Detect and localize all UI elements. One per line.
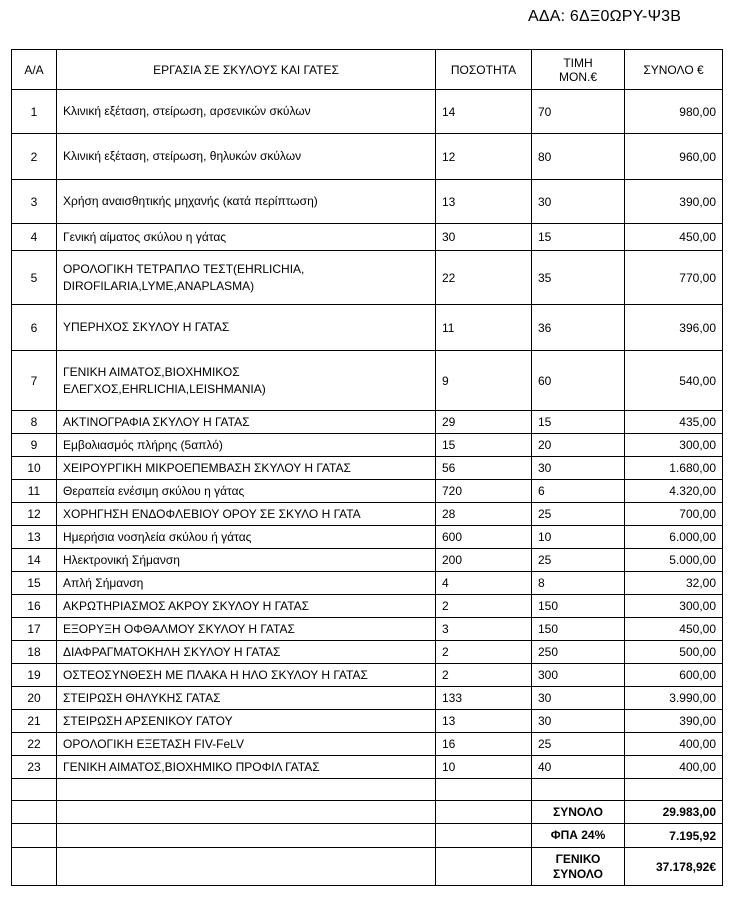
row-quantity: 13 xyxy=(436,180,532,224)
row-total: 390,00 xyxy=(625,710,723,733)
row-quantity: 12 xyxy=(436,134,532,180)
row-description: ΟΡΟΛΟΓΙΚΗ ΕΞΕΤΑΣΗ FIV-FeLV xyxy=(57,733,436,756)
row-quantity: 720 xyxy=(436,480,532,503)
row-unit-price: 36 xyxy=(532,305,625,351)
row-number: 7 xyxy=(12,351,57,411)
table-row xyxy=(12,480,723,503)
row-description xyxy=(57,351,436,411)
row-quantity: 56 xyxy=(436,457,532,480)
row-description: Ηλεκτρονική Σήμανση xyxy=(57,549,436,572)
grand-total-label-line2: ΣΥΝΟΛΟ xyxy=(553,866,603,881)
row-description: ΔΙΑΦΡΑΓΜΑΤΟΚΗΛΗ ΣΚΥΛΟΥ Η ΓΑΤΑΣ xyxy=(57,641,436,664)
row-number: 21 xyxy=(12,710,57,733)
cost-table xyxy=(11,49,723,886)
row-unit-price: 250 xyxy=(532,641,625,664)
header-row xyxy=(12,50,723,90)
table-row xyxy=(12,90,723,134)
row-number: 6 xyxy=(12,305,57,351)
row-total: 4.320,00 xyxy=(625,480,723,503)
row-total: 300,00 xyxy=(625,595,723,618)
row-number: 2 xyxy=(12,134,57,180)
row-quantity: 4 xyxy=(436,572,532,595)
row-description xyxy=(57,251,436,305)
row-description: ΕΞΟΡΥΞΗ ΟΦΘΑΛΜΟΥ ΣΚΥΛΟΥ Η ΓΑΤΑΣ xyxy=(57,618,436,641)
row-description: Θεραπεία ενέσιμη σκύλου η γάτας xyxy=(57,480,436,503)
row-number: 18 xyxy=(12,641,57,664)
table-row xyxy=(12,134,723,180)
row-description: Ημερήσια νοσηλεία σκύλου ή γάτας xyxy=(57,526,436,549)
row-total: 980,00 xyxy=(625,90,723,134)
row-description: Κλινική εξέταση, στείρωση, αρσενικών σκύλων xyxy=(57,90,436,134)
table-row xyxy=(12,526,723,549)
row-description: ΧΕΙΡΟΥΡΓΙΚΗ ΜΙΚΡΟΕΠΕΜΒΑΣΗ ΣΚΥΛΟΥ Η ΓΑΤΑΣ xyxy=(57,457,436,480)
header-unit-price-line1: ΤΙΜΗ xyxy=(563,55,593,70)
row-total: 435,00 xyxy=(625,411,723,434)
row-number: 12 xyxy=(12,503,57,526)
row-total: 390,00 xyxy=(625,180,723,224)
vat-value: 7.195,92 xyxy=(625,824,723,848)
row-description: ΣΤΕΙΡΩΣΗ ΘΗΛΥΚΗΣ ΓΑΤΑΣ xyxy=(57,687,436,710)
row-quantity: 2 xyxy=(436,641,532,664)
row-total: 450,00 xyxy=(625,224,723,251)
table-row xyxy=(12,351,723,411)
table-row xyxy=(12,251,723,305)
header-num: Α/Α xyxy=(12,50,57,90)
row-unit-price: 300 xyxy=(532,664,625,687)
row-unit-price: 25 xyxy=(532,503,625,526)
row-total: 1.680,00 xyxy=(625,457,723,480)
subtotal-value: 29.983,00 xyxy=(625,801,723,824)
row-description: ΑΚΡΩΤΗΡΙΑΣΜΟΣ ΑΚΡΟΥ ΣΚΥΛΟΥ Η ΓΑΤΑΣ xyxy=(57,595,436,618)
table-row xyxy=(12,664,723,687)
row-description-line2: ΕΛΕΓΧΟΣ,EHRLICHIA,LEISHMANIA) xyxy=(63,381,266,396)
row-number: 1 xyxy=(12,90,57,134)
table-row xyxy=(12,641,723,664)
row-unit-price: 10 xyxy=(532,526,625,549)
row-number: 16 xyxy=(12,595,57,618)
row-description: ΟΣΤΕΟΣΥΝΘΕΣΗ ΜΕ ΠΛΑΚΑ Η ΗΛΟ ΣΚΥΛΟΥ Η ΓΑΤΑΣ xyxy=(57,664,436,687)
row-quantity: 14 xyxy=(436,90,532,134)
table-row xyxy=(12,618,723,641)
row-unit-price: 80 xyxy=(532,134,625,180)
row-total: 6.000,00 xyxy=(625,526,723,549)
row-total: 600,00 xyxy=(625,664,723,687)
row-total: 396,00 xyxy=(625,305,723,351)
row-quantity: 600 xyxy=(436,526,532,549)
table-row xyxy=(12,733,723,756)
row-total: 540,00 xyxy=(625,351,723,411)
header-quantity: ΠΟΣΟΤΗΤΑ xyxy=(436,50,532,90)
row-unit-price: 30 xyxy=(532,710,625,733)
grand-total-row xyxy=(12,848,723,886)
table-row xyxy=(12,411,723,434)
row-quantity: 28 xyxy=(436,503,532,526)
table-row xyxy=(12,595,723,618)
row-number: 3 xyxy=(12,180,57,224)
row-unit-price: 20 xyxy=(532,434,625,457)
row-quantity: 15 xyxy=(436,434,532,457)
table-row xyxy=(12,180,723,224)
header-total: ΣΥΝΟΛΟ € xyxy=(625,50,723,90)
row-description: ΥΠΕΡΗΧΟΣ ΣΚΥΛΟΥ Η ΓΑΤΑΣ xyxy=(57,305,436,351)
row-unit-price: 25 xyxy=(532,549,625,572)
row-unit-price: 30 xyxy=(532,687,625,710)
table-row xyxy=(12,572,723,595)
table-row xyxy=(12,457,723,480)
row-unit-price: 30 xyxy=(532,457,625,480)
row-unit-price: 40 xyxy=(532,756,625,779)
table-row xyxy=(12,503,723,526)
row-number: 14 xyxy=(12,549,57,572)
grand-total-label xyxy=(532,848,625,886)
row-total: 960,00 xyxy=(625,134,723,180)
table-row xyxy=(12,224,723,251)
table-row xyxy=(12,756,723,779)
row-description: ΑΚΤΙΝΟΓΡΑΦΙΑ ΣΚΥΛΟΥ Η ΓΑΤΑΣ xyxy=(57,411,436,434)
row-number: 4 xyxy=(12,224,57,251)
row-unit-price: 150 xyxy=(532,595,625,618)
ada-code: ΑΔΑ: 6ΔΞ0ΩΡΥ-Ψ3Β xyxy=(528,8,682,25)
row-description: Γενική αίματος σκύλου η γάτας xyxy=(57,224,436,251)
row-unit-price: 35 xyxy=(532,251,625,305)
row-number: 8 xyxy=(12,411,57,434)
row-description: Χρήση αναισθητικής μηχανής (κατά περίπτωση) xyxy=(57,180,436,224)
subtotal-row xyxy=(12,801,723,824)
header-unit-price-line2: ΜΟΝ.€ xyxy=(558,69,597,84)
row-description-line1: ΟΡΟΛΟΓΙΚΗ ΤΕΤΡΑΠΛΟ ΤΕΣΤ(EHRLICHIA, xyxy=(63,261,305,276)
row-total: 400,00 xyxy=(625,733,723,756)
row-total: 700,00 xyxy=(625,503,723,526)
header-description: ΕΡΓΑΣΙΑ ΣΕ ΣΚΥΛΟΥΣ ΚΑΙ ΓΑΤΕΣ xyxy=(57,50,436,90)
table-row xyxy=(12,687,723,710)
row-quantity: 2 xyxy=(436,595,532,618)
row-total: 32,00 xyxy=(625,572,723,595)
table-row xyxy=(12,549,723,572)
row-description-line2: DIROFILARIA,LYME,ANAPLASMA) xyxy=(63,278,255,293)
row-quantity: 22 xyxy=(436,251,532,305)
row-total: 450,00 xyxy=(625,618,723,641)
row-quantity: 11 xyxy=(436,305,532,351)
row-number: 13 xyxy=(12,526,57,549)
row-unit-price: 15 xyxy=(532,224,625,251)
row-number: 10 xyxy=(12,457,57,480)
row-quantity: 133 xyxy=(436,687,532,710)
row-unit-price: 8 xyxy=(532,572,625,595)
row-description: ΣΤΕΙΡΩΣΗ ΑΡΣΕΝΙΚΟΥ ΓΑΤΟΥ xyxy=(57,710,436,733)
row-quantity: 200 xyxy=(436,549,532,572)
row-quantity: 13 xyxy=(436,710,532,733)
row-quantity: 9 xyxy=(436,351,532,411)
row-total: 770,00 xyxy=(625,251,723,305)
row-number: 22 xyxy=(12,733,57,756)
row-unit-price: 15 xyxy=(532,411,625,434)
row-unit-price: 25 xyxy=(532,733,625,756)
row-unit-price: 60 xyxy=(532,351,625,411)
vat-row xyxy=(12,824,723,848)
row-description-line1: ΓΕΝΙΚΗ ΑΙΜΑΤΟΣ,ΒΙΟΧΗΜΙΚΟΣ xyxy=(63,364,240,379)
row-total: 300,00 xyxy=(625,434,723,457)
row-unit-price: 6 xyxy=(532,480,625,503)
row-quantity: 29 xyxy=(436,411,532,434)
row-number: 20 xyxy=(12,687,57,710)
row-total: 5.000,00 xyxy=(625,549,723,572)
row-number: 9 xyxy=(12,434,57,457)
empty-row xyxy=(12,779,723,801)
row-description: ΓΕΝΙΚΗ ΑΙΜΑΤΟΣ,ΒΙΟΧΗΜΙΚΟ ΠΡΟΦΙΛ ΓΑΤΑΣ xyxy=(57,756,436,779)
row-number: 11 xyxy=(12,480,57,503)
grand-total-label-line1: ΓΕΝΙΚΟ xyxy=(555,851,601,866)
row-total: 500,00 xyxy=(625,641,723,664)
row-unit-price: 30 xyxy=(532,180,625,224)
grand-total-value: 37.178,92€ xyxy=(625,848,723,886)
row-number: 17 xyxy=(12,618,57,641)
row-description: ΧΟΡΗΓΗΣΗ ΕΝΔΟΦΛΕΒΙΟΥ ΟΡΟΥ ΣΕ ΣΚΥΛΟ Η ΓΑΤΑ xyxy=(57,503,436,526)
vat-label: ΦΠΑ 24% xyxy=(532,824,625,848)
subtotal-label: ΣΥΝΟΛΟ xyxy=(532,801,625,824)
row-total: 3.990,00 xyxy=(625,687,723,710)
row-description: Απλή Σήμανση xyxy=(57,572,436,595)
row-number: 5 xyxy=(12,251,57,305)
row-quantity: 2 xyxy=(436,664,532,687)
row-unit-price: 70 xyxy=(532,90,625,134)
row-description: Κλινική εξέταση, στείρωση, θηλυκών σκύλων xyxy=(57,134,436,180)
row-number: 23 xyxy=(12,756,57,779)
row-quantity: 16 xyxy=(436,733,532,756)
row-quantity: 10 xyxy=(436,756,532,779)
header-unit-price xyxy=(532,50,625,90)
table-row xyxy=(12,305,723,351)
row-number: 15 xyxy=(12,572,57,595)
table-row xyxy=(12,434,723,457)
row-quantity: 30 xyxy=(436,224,532,251)
row-number: 19 xyxy=(12,664,57,687)
row-unit-price: 150 xyxy=(532,618,625,641)
row-quantity: 3 xyxy=(436,618,532,641)
row-total: 400,00 xyxy=(625,756,723,779)
row-description: Εμβολιασμός πλήρης (5απλό) xyxy=(57,434,436,457)
table-row xyxy=(12,710,723,733)
